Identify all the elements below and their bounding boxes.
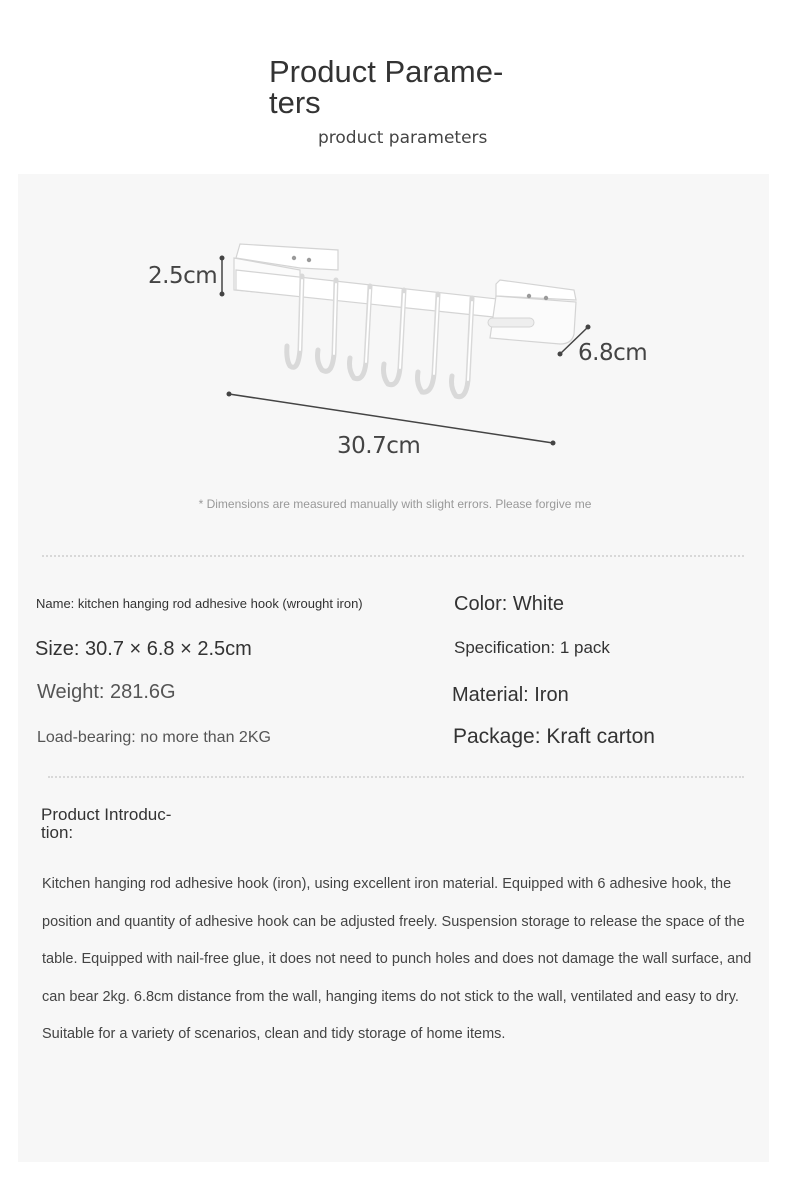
height-dimension-label: 2.5cm (148, 263, 218, 289)
param-specification: Specification: 1 pack (454, 638, 610, 657)
param-name: Name: kitchen hanging rod adhesive hook (wrought iron) (36, 596, 363, 611)
divider-top (42, 555, 744, 557)
param-color: Color: White (454, 593, 565, 615)
param-size: Size: 30.7 × 6.8 × 2.5cm (35, 638, 252, 660)
introduction-text: Kitchen hanging rod adhesive hook (iron), using excellent iron material. Equipped with 6 adhesive hook, the position and quantity of adhesive hook can be adjusted freely. Suspension storage to release the space of the table. Equipped with nail-free glue, it does not need to punch holes and does not damage the wall surface, and can bear 2kg. 6.8cm distance from the wall, hanging items do not stick to the wall, ventilated and easy to dry. Suitable for a variety of scenarios, clean and tidy storage of home items. (42, 876, 752, 1042)
param-weight: Weight: 281.6G (37, 681, 176, 703)
param-package: Package: Kraft carton (453, 725, 655, 748)
page-subtitle: product parameters (318, 128, 488, 148)
measurement-note: * Dimensions are measured manually with slight errors. Please forgive me (198, 497, 592, 511)
introduction-heading: Product Introduc- tion: (41, 805, 172, 842)
page-title: Product Parame- ters (269, 54, 504, 120)
depth-dimension-label: 6.8cm (578, 340, 648, 366)
divider-bottom (48, 776, 744, 778)
hanging-rod-hook-illustration (0, 0, 790, 480)
param-material: Material: Iron (452, 684, 569, 706)
param-load-bearing: Load-bearing: no more than 2KG (37, 729, 271, 746)
length-dimension-label: 30.7cm (337, 433, 421, 459)
